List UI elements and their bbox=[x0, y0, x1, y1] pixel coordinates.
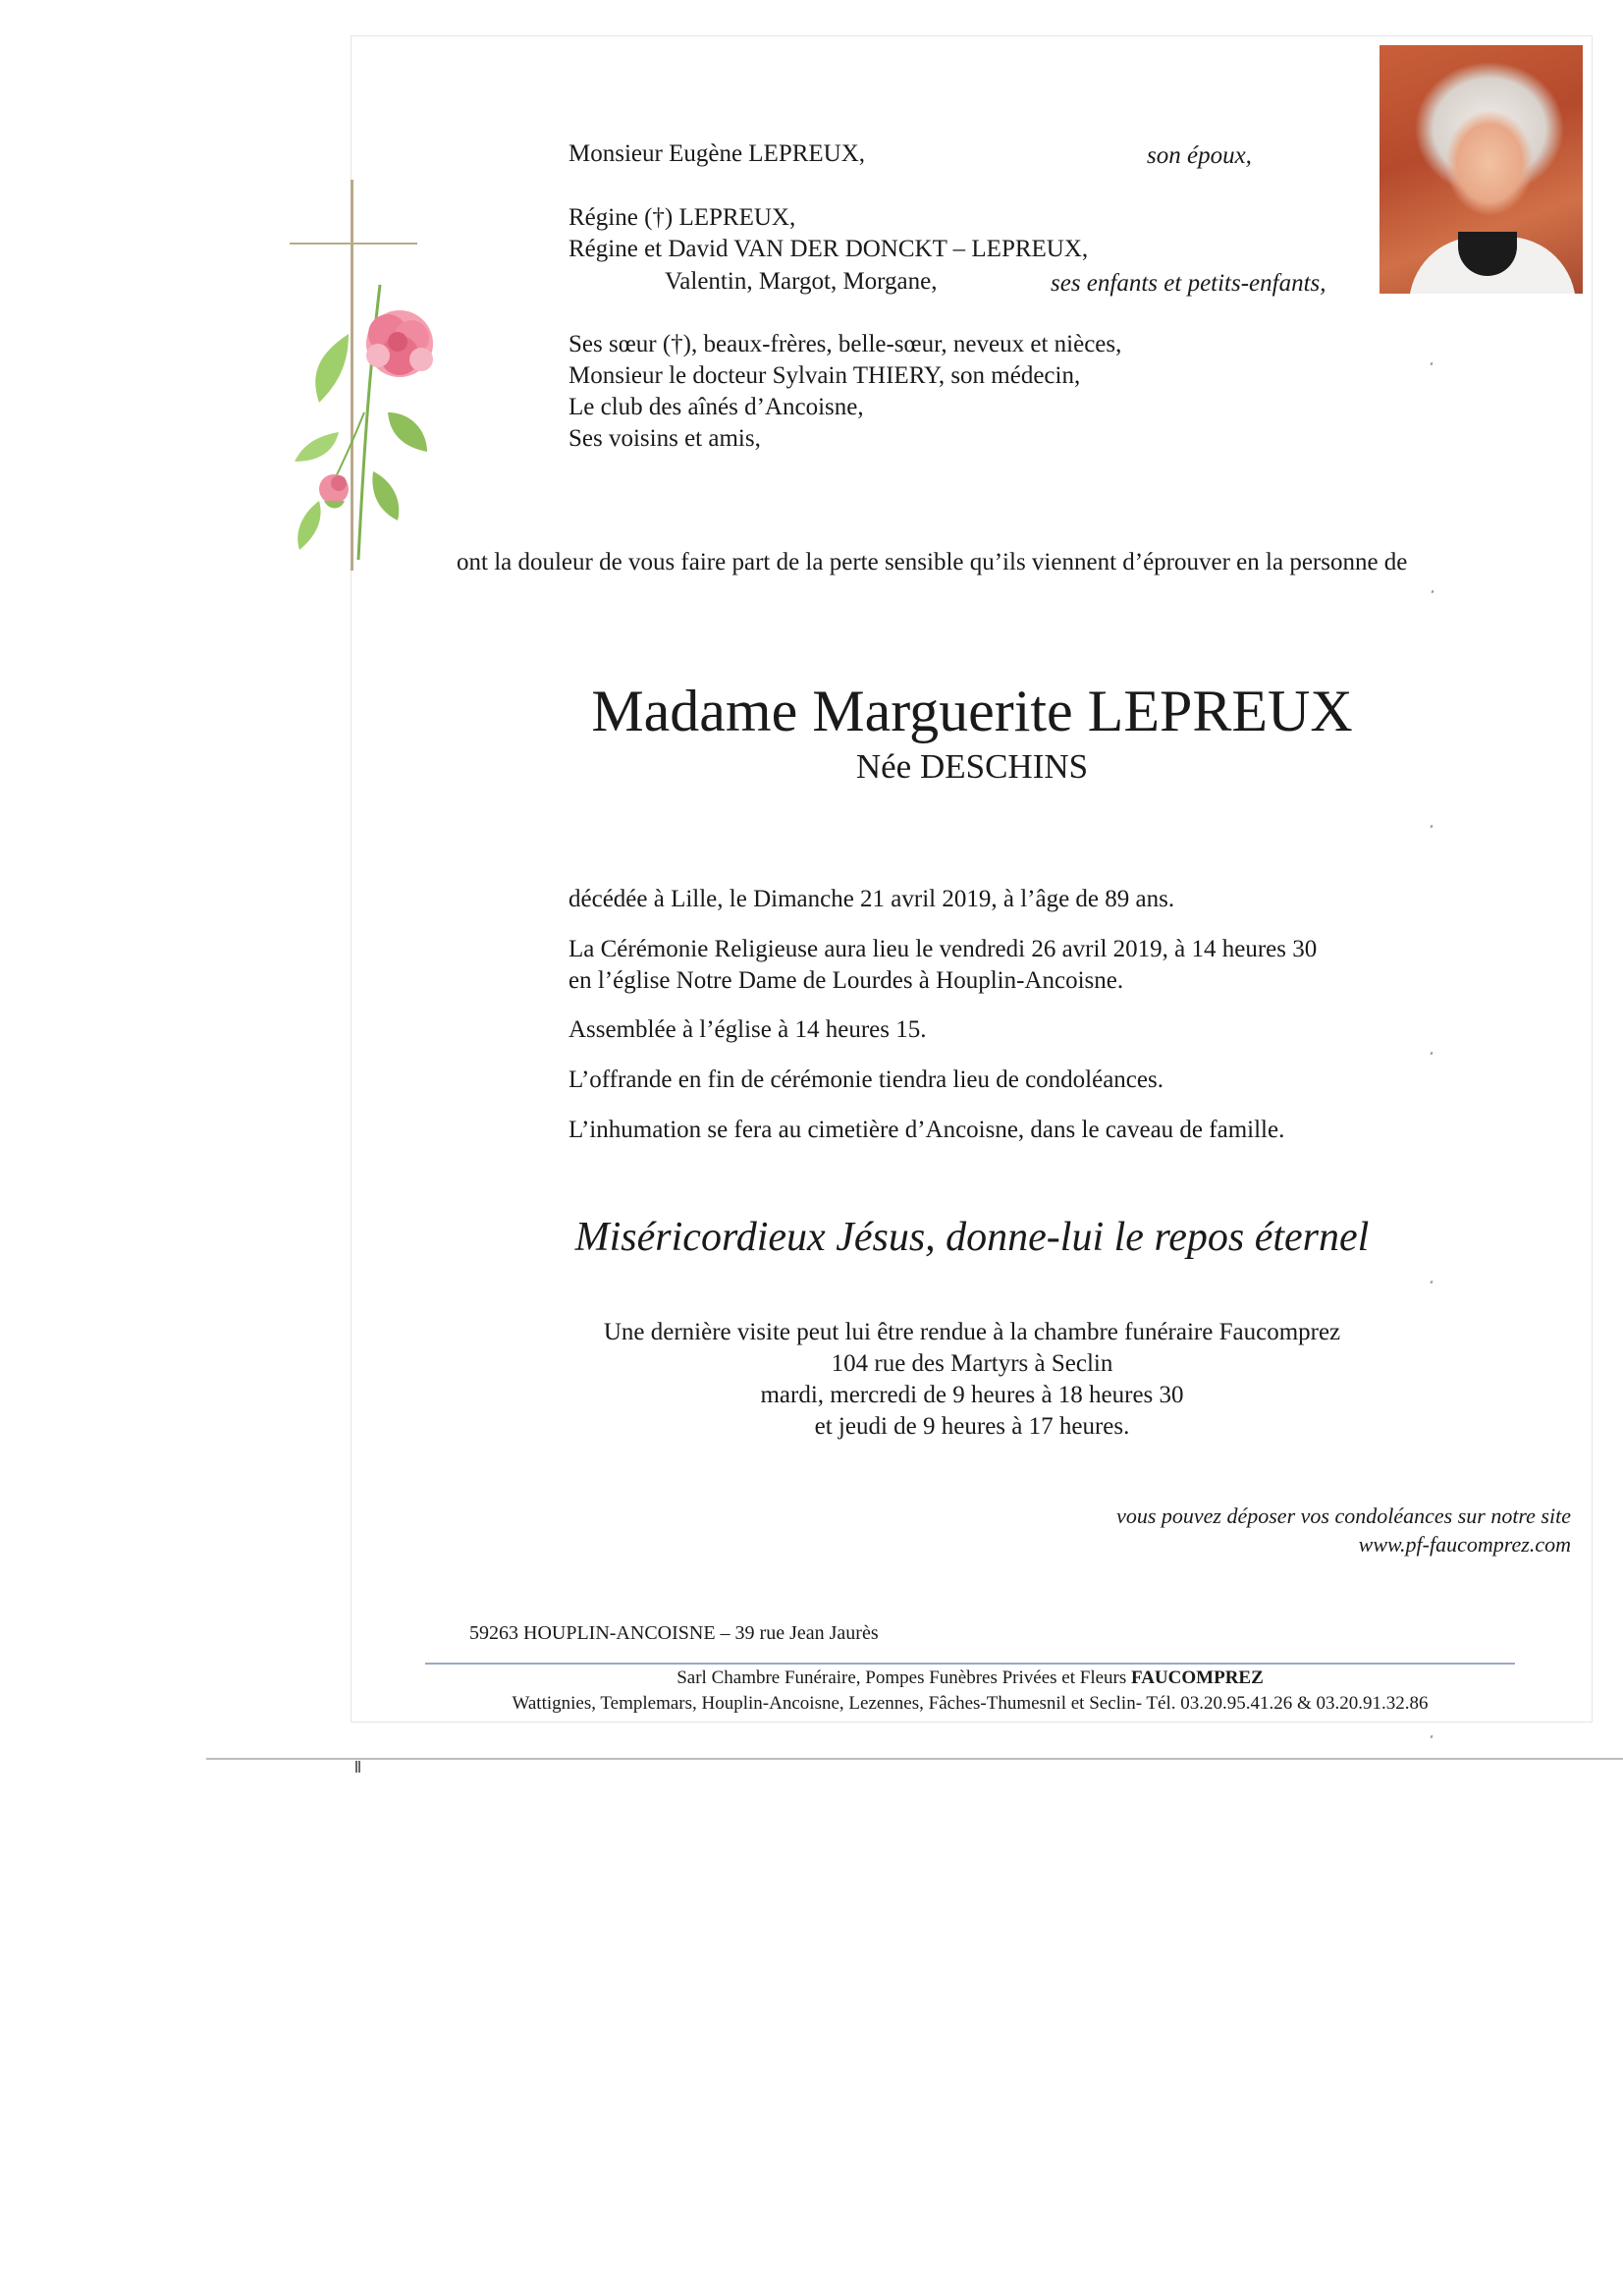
deceased-maiden-name: Née DESCHINS bbox=[855, 747, 1089, 786]
other-family-line-3: Le club des aînés d’Ancoisne, bbox=[568, 394, 864, 420]
ceremony-line-1: La Cérémonie Religieuse aura lieu le vendredi 26 avril 2019, à 14 heures 30 bbox=[568, 936, 1318, 962]
deceased-name: Madame Marguerite LEPREUX bbox=[591, 679, 1353, 743]
burial-line: L’inhumation se fera au cimetière d’Ancoisne, dans le caveau de famille. bbox=[568, 1117, 1285, 1143]
visit-line-4: et jeudi de 9 heures à 17 heures. bbox=[814, 1413, 1130, 1440]
prayer-line: Miséricordieux Jésus, donne-lui le repos éternel bbox=[574, 1215, 1370, 1260]
visit-line-3: mardi, mercredi de 9 heures à 18 heures 30 bbox=[760, 1382, 1184, 1408]
spouse-role: son époux, bbox=[1147, 142, 1252, 169]
death-details: décédée à Lille, le Dimanche 21 avril 2019, à l’âge de 89 ans. bbox=[568, 886, 1175, 912]
announcement-line: ont la douleur de vous faire part de la perte sensible qu’ils viennent d’éprouver en la personne de bbox=[457, 549, 1408, 575]
other-family-line-1: Ses sœur (†), beaux-frères, belle-sœur, neveux et nièces, bbox=[568, 331, 1122, 357]
condolences-line-1: vous pouvez déposer vos condoléances sur notre site bbox=[1116, 1503, 1571, 1528]
condolences-website[interactable]: www.pf-faucomprez.com bbox=[1358, 1532, 1571, 1557]
visit-line-1: Une dernière visite peut lui être rendue à la chambre funéraire Faucomprez bbox=[603, 1319, 1341, 1345]
footer-divider bbox=[425, 1663, 1515, 1665]
ceremony-line-2: en l’église Notre Dame de Lourdes à Houplin-Ancoisne. bbox=[568, 967, 1124, 994]
footer-company-line bbox=[425, 1667, 1515, 1690]
scan-mark bbox=[355, 1761, 360, 1773]
offering-line: L’offrande en fin de cérémonie tiendra lieu de condoléances. bbox=[568, 1066, 1163, 1093]
footer-company-text: Sarl Chambre Funéraire, Pompes Funèbres Privées et Fleurs bbox=[676, 1667, 1132, 1688]
footer-contact-line: Wattignies, Templemars, Houplin-Ancoisne, Lezennes, Fâches-Thumesnil et Seclin- Tél. 03.20.95.41.26 & 03.20.91.32.86 bbox=[512, 1693, 1429, 1714]
scan-speck bbox=[1430, 1735, 1433, 1739]
address-line: 59263 HOUPLIN-ANCOISNE – 39 rue Jean Jaurès bbox=[469, 1622, 879, 1644]
assembly-line: Assemblée à l’église à 14 heures 15. bbox=[568, 1016, 927, 1043]
child-line-2: Régine et David VAN DER DONCKT – LEPREUX, bbox=[568, 236, 1089, 262]
visit-line-2: 104 rue des Martyrs à Seclin bbox=[831, 1350, 1113, 1377]
other-family-line-2: Monsieur le docteur Sylvain THIERY, son médecin, bbox=[568, 362, 1081, 389]
children-role: ses enfants et petits-enfants, bbox=[1051, 270, 1326, 297]
portrait-photo bbox=[1380, 45, 1583, 294]
flower-illustration bbox=[280, 265, 457, 570]
child-line-1: Régine (†) LEPREUX, bbox=[568, 204, 796, 231]
other-family-line-4: Ses voisins et amis, bbox=[568, 425, 761, 452]
footer-brand: FAUCOMPREZ bbox=[1131, 1667, 1264, 1688]
scan-edge-line bbox=[206, 1758, 1623, 1760]
spouse-name: Monsieur Eugène LEPREUX, bbox=[568, 140, 866, 167]
cross-horizontal bbox=[290, 243, 417, 245]
grandchildren-line: Valentin, Margot, Morgane, bbox=[665, 268, 938, 295]
